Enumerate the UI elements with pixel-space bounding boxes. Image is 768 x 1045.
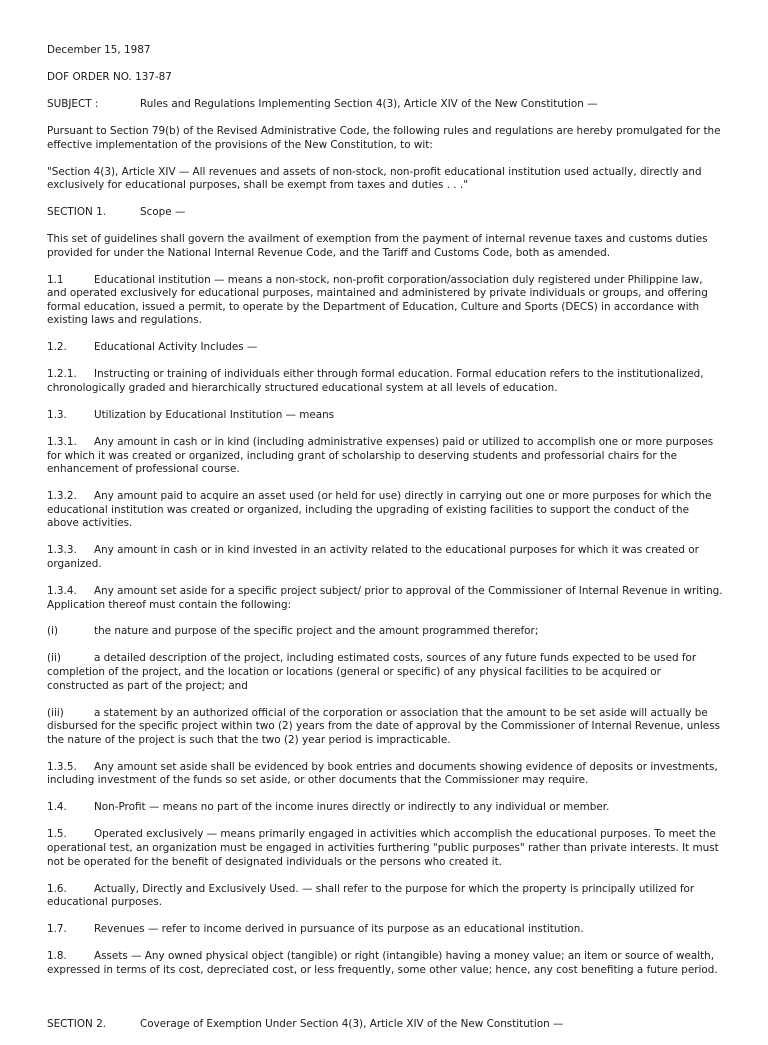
item-text: Any amount in cash or in kind (including administrative expenses) paid or utilized to accomplish one or more purposes for which it was created or organized, including grant of scholarship to deserving students and professorial chairs for the enhancement of professional course. xyxy=(47,435,714,476)
item-1-6 xyxy=(47,883,723,910)
item-number: 1.3.4. xyxy=(47,584,77,597)
item-number: 1.3.1. xyxy=(47,435,77,448)
item-text: Utilization by Educational Institution — means xyxy=(94,409,335,421)
item-number: (ii) xyxy=(47,652,61,665)
constitution-quote: "Section 4(3), Article XIV — All revenues and assets of non-stock, non-profit educational institution used actually, directly and exclusively for educational purposes, shall be exempt from taxes and duties . . ." xyxy=(47,165,702,192)
item-number: 1.3.3. xyxy=(47,544,77,557)
item-text: Non-Profit — means no part of the income inures directly or indirectly to any individual or member. xyxy=(94,801,610,814)
item-number: 1.2. xyxy=(47,341,67,354)
item-number: (iii) xyxy=(47,706,64,719)
item-text: Any amount paid to acquire an asset used (or held for use) directly in carrying out one or more purposes for which the educational institution was created or organized, including the upgrading of existing facilities to support the conduct of the above activities. xyxy=(47,490,712,530)
item-1-8 xyxy=(47,950,723,977)
subject-text: Rules and Regulations Implementing Section 4(3), Article XIV of the New Constitution — xyxy=(140,97,598,110)
item-text: a statement by an authorized official of the corporation or association that the amount to be set aside will actually be disbursed for the specific project within two (2) years from the date of approval by the Commissioner of Internal Revenue, unless the nature of the project is such that the two (2) year period is impracticable. xyxy=(47,706,721,746)
subject-label: SUBJECT : xyxy=(47,97,99,110)
intro-paragraph: Pursuant to Section 79(b) of the Revised Administrative Code, the following rules and regulations are hereby promulgated for the effective implementation of the provisions of the New Constitution, to wit: xyxy=(47,124,721,151)
order-number: DOF ORDER NO. 137-87 xyxy=(47,70,172,83)
item-number: 1.3.2. xyxy=(47,490,77,503)
item-1-1 xyxy=(47,274,723,328)
item-1-2-1 xyxy=(47,368,723,395)
item-text: Actually, Directly and Exclusively Used. — shall refer to the purpose for which the property is principally utilized for educational purposes. xyxy=(47,882,695,909)
item-number: 1.5. xyxy=(47,828,67,841)
item-text: Educational Activity Includes — xyxy=(94,341,258,354)
item-1-3-3 xyxy=(47,544,723,571)
section-1-body: This set of guidelines shall govern the availment of exemption from the payment of internal revenue taxes and customs duties provided for under the National Internal Revenue Code, and the Tariff and Customs Code, both as amended. xyxy=(47,233,708,259)
item-text: Educational institution — means a non-stock, non-profit corporation/association duly registered under Philippine law, and operated exclusively for educational purposes, maintained and administered by private individuals or groups, and offering formal education, issued a permit, to operate by the Department of Education, Culture and Sports (DECS) in accordance with existing laws and regulations. xyxy=(47,273,708,327)
item-1-5 xyxy=(47,828,723,869)
item-text: Any amount in cash or in kind invested in an activity related to the educational purposes for which it was created or organized. xyxy=(47,544,699,570)
item-1-3-5 xyxy=(47,761,723,788)
item-number: 1.3.5. xyxy=(47,760,77,773)
item-1-2 xyxy=(47,341,723,355)
section-1-title: Scope — xyxy=(140,206,186,219)
item-text: a detailed description of the project, including estimated costs, sources of any future funds expected to be used for completion of the project, and the location or locations (general or specific) of any physical facilities to be acquired or constructed as part of the project; and xyxy=(47,652,697,692)
item-number: 1.7. xyxy=(47,923,67,936)
item-number: 1.1 xyxy=(47,273,64,286)
item-text: Instructing or training of individuals either through formal education. Formal education refers to the institutionalized, chronologically graded and hierarchically structured educational system at all levels of education. xyxy=(47,368,704,395)
section-spacer xyxy=(47,991,723,1018)
item-number: (i) xyxy=(47,625,58,638)
section-2-title: Coverage of Exemption Under Section 4(3), Article XIV of the New Constitution — xyxy=(140,1017,564,1030)
item-number: 1.6. xyxy=(47,882,67,895)
item-iii xyxy=(47,707,723,748)
section-1-label: SECTION 1. xyxy=(47,206,106,219)
item-text: Assets — Any owned physical object (tangible) or right (intangible) having a money value; an item or source of wealth, expressed in terms of its cost, depreciated cost, or less frequently, some other value; hence, any cost benefiting a future period. xyxy=(47,950,718,976)
section-2-heading xyxy=(47,1018,723,1032)
document-page xyxy=(47,44,723,1045)
document-date: December 15, 1987 xyxy=(47,44,151,56)
subject-line xyxy=(47,98,723,112)
item-1-4 xyxy=(47,801,723,815)
item-1-7 xyxy=(47,923,723,937)
item-1-3-4 xyxy=(47,585,723,612)
item-text: Operated exclusively — means primarily engaged in activities which accomplish the educational purposes. To meet the operational test, an organization must be engaged in activities furthering "public purposes" rather than private interests. It must not be operated for the benefit of designated individuals or the persons who created it. xyxy=(47,828,719,868)
item-1-3 xyxy=(47,409,723,423)
item-number: 1.3. xyxy=(47,409,67,421)
item-number: 1.4. xyxy=(47,801,67,814)
item-text: Any amount set aside for a specific project subject/ prior to approval of the Commissioner of Internal Revenue in writing. Application thereof must contain the following: xyxy=(47,584,723,611)
item-text: Revenues — refer to income derived in pursuance of its purpose as an educational institution. xyxy=(94,923,584,936)
item-i xyxy=(47,625,723,639)
section-2-label: SECTION 2. xyxy=(47,1017,106,1030)
item-1-3-1 xyxy=(47,436,723,477)
item-number: 1.8. xyxy=(47,950,67,963)
item-text: the nature and purpose of the specific project and the amount programmed therefor; xyxy=(94,625,539,638)
item-text: Any amount set aside shall be evidenced by book entries and documents showing evidence of deposits or investments, including investment of the funds so set aside, or other documents that the Commissioner may require. xyxy=(47,760,718,787)
item-ii xyxy=(47,652,723,693)
item-number: 1.2.1. xyxy=(47,368,77,381)
item-1-3-2 xyxy=(47,490,723,531)
section-1-heading xyxy=(47,206,723,220)
